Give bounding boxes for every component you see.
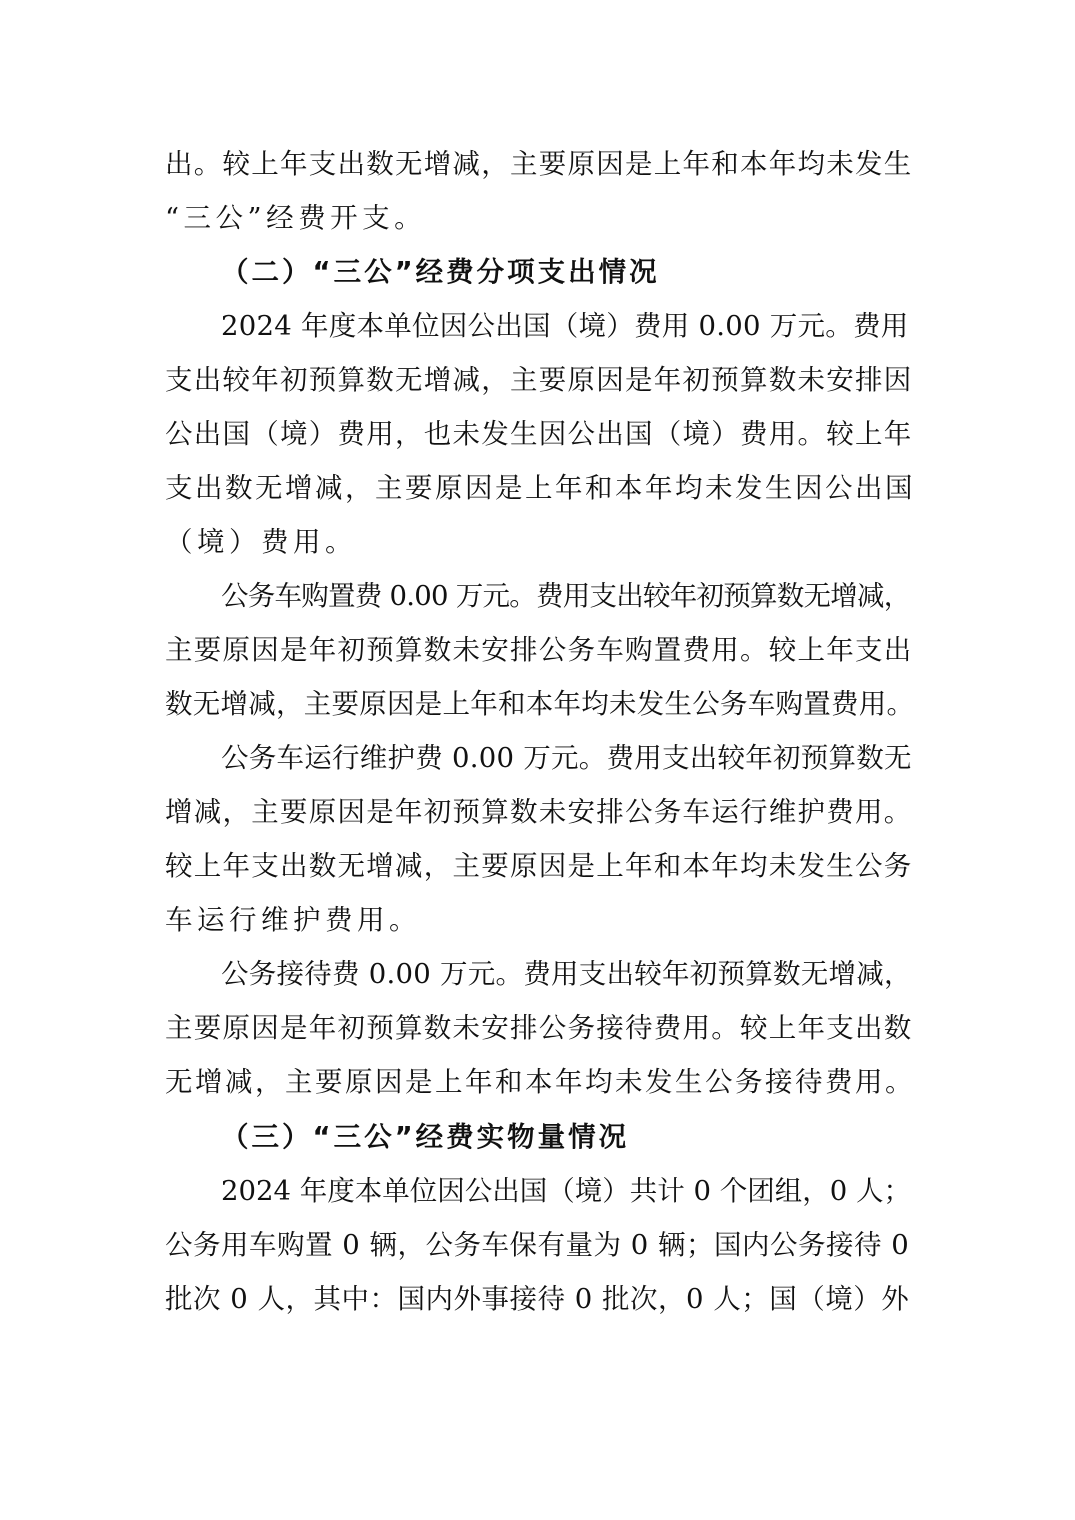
text-line: 公务用车购置 0 辆，公务车保有量为 0 辆；国内公务接待 0 — [165, 1229, 910, 1261]
text-line: 主要原因是年初预算数未安排公务车购置费用。较上年支出 — [165, 634, 913, 666]
text-line: 无增减，主要原因是上年和本年均未发生公务接待费用。 — [165, 1066, 915, 1098]
text-line: 支出数无增减，主要原因是上年和本年均未发生因公出国 — [165, 472, 915, 504]
text-line: 批次 0 人，其中：国内外事接待 0 批次，0 人；国（境）外 — [165, 1283, 910, 1315]
text-line: 支出较年初预算数无增减，主要原因是年初预算数未安排因 — [165, 364, 913, 396]
text-line: 主要原因是年初预算数未安排公务接待费用。较上年支出数 — [165, 1012, 913, 1044]
text-line: 公出国（境）费用，也未发生因公出国（境）费用。较上年 — [165, 418, 913, 450]
text-line: 数无增减，主要原因是上年和本年均未发生公务车购置费用。 — [165, 688, 915, 720]
text-line: 增减，主要原因是年初预算数未安排公务车运行维护费用。 — [165, 796, 913, 828]
section-heading: （三）“三公”经费实物量情况 — [221, 1121, 630, 1153]
text-line: 车运行维护费用。 — [165, 904, 421, 936]
section-heading: （二）“三公”经费分项支出情况 — [221, 256, 660, 288]
text-line: “三公”经费开支。 — [165, 202, 427, 234]
text-line: 2024 年度本单位因公出国（境）共计 0 个团组，0 人； — [221, 1175, 911, 1207]
text-line: 2024 年度本单位因公出国（境）费用 0.00 万元。费用 — [221, 310, 909, 342]
text-line: 公务车运行维护费 0.00 万元。费用支出较年初预算数无 — [221, 742, 912, 774]
text-line: 较上年支出数无增减，主要原因是上年和本年均未发生公务 — [165, 850, 913, 882]
text-line: 出。较上年支出数无增减，主要原因是上年和本年均未发生 — [165, 148, 913, 180]
text-line: 公务接待费 0.00 万元。费用支出较年初预算数无增减， — [221, 958, 912, 990]
text-line: （境）费用。 — [165, 526, 357, 558]
text-line: 公务车购置费 0.00 万元。费用支出较年初预算数无增减， — [221, 580, 911, 612]
